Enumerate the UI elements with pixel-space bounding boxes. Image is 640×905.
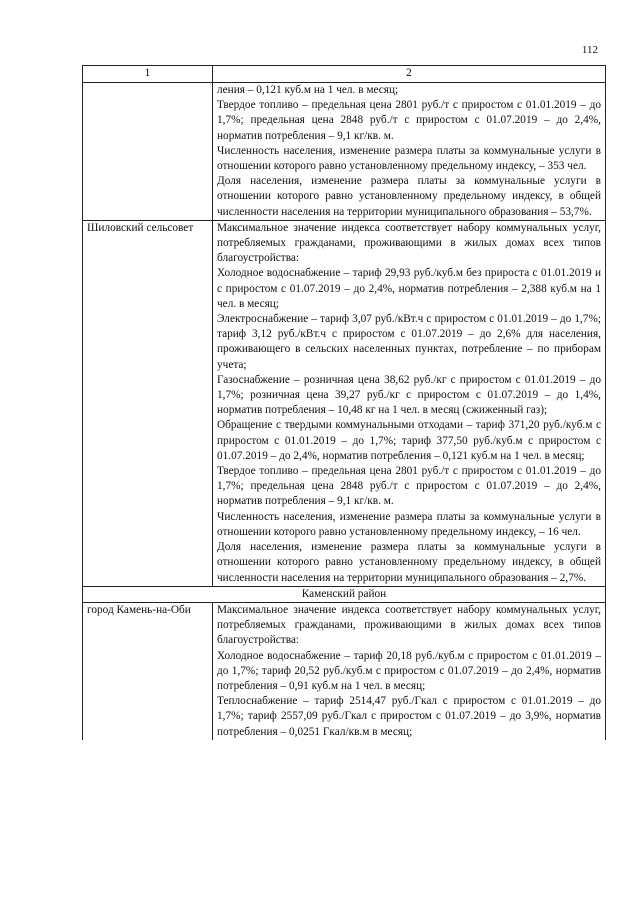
content-paragraph: Обращение с твердыми коммунальными отходами – тариф 371,20 руб./куб.м с приростом с 01.01.2019 – до 1,7%; тариф 377,50 руб./куб.м с приростом с 01.07.2019 – до 2,4%, норматив потребления – 0,121 куб.м на 1 чел. в месяц; xyxy=(217,419,601,462)
region-header-row xyxy=(83,586,606,602)
region-title: Каменский район xyxy=(83,586,606,602)
content-paragraph: ления – 0,121 куб.м на 1 чел. в месяц; xyxy=(217,84,399,96)
content-paragraph: Твердое топливо – предельная цена 2801 руб./т с приростом с 01.01.2019 – до 1,7%; предельная цена 2848 руб./т с приростом с 01.07.2019 – до 2,4%, норматив потребления – 9,1 кг/кв. м. xyxy=(217,465,601,508)
content-cell xyxy=(213,602,606,739)
table-header-row xyxy=(83,66,606,83)
content-paragraph: Теплоснабжение – тариф 2514,47 руб./Гкал с приростом с 01.01.2019 – до 1,7%; тариф 2557,09 руб./Гкал с приростом с 01.07.2019 – до 3,9%, норматив потребления – 0,0251 Гкал/кв.м в месяц; xyxy=(217,695,601,738)
content-paragraph: Численность населения, изменение размера платы за коммунальные услуги в отношении которого равно установленному предельному индексу, – 16 чел. xyxy=(217,510,601,538)
table-row xyxy=(83,83,606,221)
index-table xyxy=(82,65,606,740)
column-header-1: 1 xyxy=(83,66,213,83)
content-paragraph: Доля населения, изменение размера платы за коммунальные услуги в отношении которого равно установленному предельному индексу, в общей численности населения на территории муниципального образования – 2,7%. xyxy=(217,541,601,584)
content-cell xyxy=(213,83,606,221)
territory-name xyxy=(83,83,213,221)
content-paragraph: Холодное водоснабжение – тариф 20,18 руб./куб.м с приростом с 01.01.2019 – до 1,7%; тариф 20,52 руб./куб.м с приростом с 01.07.2019 – до 2,4%, норматив потребления – 0,91 куб.м на 1 чел. в месяц; xyxy=(217,649,601,692)
territory-name: город Камень-на-Оби xyxy=(83,602,213,739)
page-number: 112 xyxy=(581,44,598,56)
territory-name: Шиловский сельсовет xyxy=(83,220,213,586)
content-paragraph: Максимальное значение индекса соответствует набору коммунальных услуг, потребляемых гражданами, проживающими в жилых домах всех типов благоустройства: xyxy=(217,603,601,647)
content-paragraph: Численность населения, изменение размера платы за коммунальные услуги в отношении которого равно установленному предельному индексу, – 353 чел. xyxy=(217,144,601,173)
content-paragraph: Электроснабжение – тариф 3,07 руб./кВт.ч с приростом с 01.01.2019 – до 1,7%; тариф 3,12 руб./кВт.ч с приростом с 01.07.2019 – до 2,6% для населения, проживающего в сельских населенных пунктах, потребление – по приборам учета; xyxy=(217,313,601,371)
column-header-2: 2 xyxy=(213,66,606,83)
content-paragraph: Максимальное значение индекса соответствует набору коммунальных услуг, потребляемых гражданами, проживающими в жилых домах всех типов благоустройства: xyxy=(217,221,601,265)
content-paragraph: Газоснабжение – розничная цена 38,62 руб./кг с приростом с 01.01.2019 – до 1,7%; розничная цена 39,27 руб./кг с приростом с 01.07.2019 – до 1,4%, норматив потребления – 10,48 кг на 1 чел. в месяц (сжиженный газ); xyxy=(217,373,601,417)
table-row xyxy=(83,602,606,739)
table-row xyxy=(83,220,606,586)
content-paragraph: Доля населения, изменение размера платы за коммунальные услуги в отношении которого равно установленному предельному индексу, в общей численности населения на территории муниципального образования – 53,7%. xyxy=(217,175,601,218)
table-body xyxy=(83,83,606,740)
content-paragraph: Холодное водоснабжение – тариф 29,93 руб./куб.м без прироста с 01.01.2019 и с приростом с 01.07.2019 – до 2,4%, норматив потребления – 2,388 куб.м на 1 чел. в месяц; xyxy=(217,267,601,310)
content-paragraph: Твердое топливо – предельная цена 2801 руб./т с приростом с 01.01.2019 – до 1,7%; предельная цена 2848 руб./т с приростом с 01.07.2019 – до 2,4%, норматив потребления – 9,1 кг/кв. м. xyxy=(217,99,601,142)
content-cell xyxy=(213,220,606,586)
